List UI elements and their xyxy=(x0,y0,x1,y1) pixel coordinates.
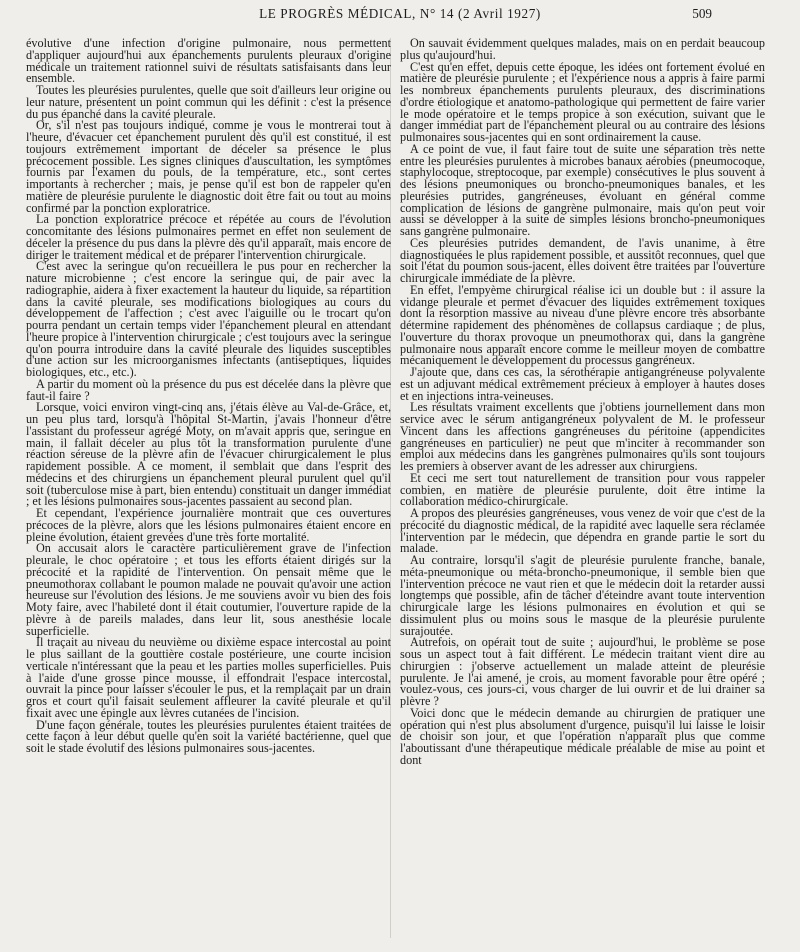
paragraph: On accusait alors le caractère particulièrement grave de l'infection pleurale, le choc opératoire ; et tous les efforts étaient dirigés sur la précocité et la rapidité de l'intervention. On pensait même que le pneumothorax collabant le poumon malade ne pouvait qu'avoir une action heureuse sur l'évolution des lésions. Je me souviens avoir vu bien des fois Moty faire, avec l'habileté dont il était coutumier, l'ouverture rapide de la plèvre à de pareils malades, dans leur lit, sous anesthésie locale superficielle. xyxy=(26,541,391,638)
left-column xyxy=(26,38,391,755)
paragraph: C'est qu'en effet, depuis cette époque, les idées ont fortement évolué en matière de pleurésie purulente ; et l'expérience nous a appris à faire parmi les nombreux épanchements purulents pleuraux, des discriminations d'ordre étiologique et anatomo-pathologique qui permettent de faire varier le mode opératoire et le temps propice à son exécution, suivant que le danger immédiat part de l'épanchement pleural ou au contraire des lésions pulmonaires sous-jacentes qui en sont ordinairement la cause. xyxy=(400,59,765,144)
paragraph: évolutive d'une infection d'origine pulmonaire, nous permettent d'appliquer aujourd'hui aux épanchements purulents pleuraux d'origine médicale un traitement rationnel suivi de résultats satisfaisants dans leur ensemble. xyxy=(26,36,391,86)
page-number: 509 xyxy=(692,6,712,21)
paragraph: Et ceci me sert tout naturellement de transition pour vous rappeler combien, en matière de pleurésie purulente, doit être intime la collaboration médico-chirurgicale. xyxy=(400,470,765,509)
paragraph: A propos des pleurésies gangréneuses, vous venez de voir que c'est de la précocité du diagnostic médical, de la rapidité avec laquelle sera réclamée l'intervention par le médecin, que dépendra en grande partie le sort du malade. xyxy=(400,506,765,556)
paragraph: Et cependant, l'expérience journalière montrait que ces ouvertures précoces de la plèvre, alors que les lésions pulmonaires étaient encore en pleine évolution, étaient grevées d'une très forte mortalité. xyxy=(26,506,391,544)
paragraph: On sauvait évidemment quelques malades, mais on en perdait beaucoup plus qu'aujourd'hui. xyxy=(400,36,765,62)
paragraph: Toutes les pleurésies purulentes, quelle que soit d'ailleurs leur origine ou leur nature, présentent un point commun qui les définit : c'est la présence du pus épanché dans la cavité pleurale. xyxy=(26,83,391,121)
paragraph: C'est avec la seringue qu'on recueillera le pus pour en rechercher la nature microbienne ; c'est encore la seringue qui, de pair avec la radiographie, aidera à fixer exactement la hauteur du liquide, sa répartition dans la cavité pleurale, ses modifications biologiques au cours du développement de l'affection ; c'est avec l'aiguille ou le trocart qu'on pourra pendant un certain temps vider l'épanchement pleural en attendant l'heure propice à l'intervention chirurgicale ; c'est toujours avec la seringue qu'on pourra introduire dans la cavité pleurale des liquides susceptibles d'une action sur les microorganismes infectants (antiseptiques, liquides biologiques, etc., etc.). xyxy=(26,259,391,379)
journal-title: LE PROGRÈS MÉDICAL, N° 14 (2 Avril 1927) xyxy=(259,6,541,21)
paragraph: D'une façon générale, toutes les pleurésies purulentes étaient traitées de cette façon à leur début quelle qu'en soit la variété bactérienne, quel que soit le stade évolutif des lésions pulmonaires sous-jacentes. xyxy=(26,717,391,755)
paragraph: Autrefois, on opérait tout de suite ; aujourd'hui, le problème se pose sous un aspect tout à fait différent. Le médecin traitant vient dire au chirurgien : j'observe actuellement un malade atteint de pleurésie purulente. Je l'ai amené, je crois, au moment favorable pour être opéré ; voulez-vous, ces jours-ci, vous charger de lui ouvrir et de lui drainer sa plèvre ? xyxy=(400,635,765,708)
right-column xyxy=(400,38,765,767)
running-header xyxy=(0,4,800,24)
paragraph: Il traçait au niveau du neuvième ou dixième espace intercostal au point le plus saillant de la gouttière costale postérieure, une courte incision verticale n'intéressant que la peau et les parties molles superficielles. Puis à l'aide d'une grosse pince mousse, il effondrait l'espace intercostal, ouvrait la pince pour laisser s'écouler le pus, et la remplaçait par un drain gros et court qu'il faisait seulement affleurer la cavité pleurale et qu'il fixait avec une épingle aux lèvres cutanées de l'incision. xyxy=(26,635,391,720)
paragraph: Or, s'il n'est pas toujours indiqué, comme je vous le montrerai tout à l'heure, d'évacuer cet épanchement purulent dès qu'il est constitué, il est toujours extrêmement important de déceler sa présence le plus précocement possible. Les signes cliniques d'auscultation, les symptômes fournis par l'examen du pouls, de la température, etc., sont certes importants à rechercher ; mais, je pense qu'il est bon de rappeler qu'en matière de pleurésie purulente le diagnostic doit être fait ou tout au moins confirmé par la ponction exploratrice. xyxy=(26,118,391,215)
paragraph: A partir du moment où la présence du pus est décelée dans la plèvre que faut-il faire ? xyxy=(26,376,391,403)
paragraph: Au contraire, lorsqu'il s'agit de pleurésie purulente franche, banale, méta-pneumonique ou méta-broncho-pneumonique, il semble bien que l'intervention précoce ne vaut rien et que le médecin doit la retarder aussi longtemps que possible, afin de tâcher d'éteindre avant toute intervention chirurgicale large les lésions pulmonaires en évolution et qui se dissimulent plus ou moins sous le masque de la pleurésie purulente surajoutée. xyxy=(400,553,765,638)
paragraph: Ces pleurésies putrides demandent, de l'avis unanime, à être diagnostiquées le plus rapidement possible, et aussitôt reconnues, quel que soit l'état du poumon sous-jacent, elles doivent être traitées par l'ouverture chirurgicale immédiate de la plèvre. xyxy=(400,235,765,285)
paragraph: J'ajoute que, dans ces cas, la sérothérapie antigangréneuse polyvalente est un adjuvant médical extrêmement précieux à employer à hautes doses et en injections intra-veineuses. xyxy=(400,365,765,403)
paragraph: En effet, l'empyème chirurgical réalise ici un double but : il assure la vidange pleurale et permet d'évacuer des liquides extrêmement toxiques dont la résorption massive au niveau d'une plèvre encore très absorbante détermine rapidement des phénomènes de collapsus cardiaque ; de plus, l'ouverture du thorax provoque un pneumothorax qui, dans la gangrène pulmonaire nous apparaît encore comme le meilleur moyen de combattre mécaniquement le développement du processus gangréneux. xyxy=(400,282,765,368)
paragraph: Voici donc que le médecin demande au chirurgien de pratiquer une opération qui n'est plus absolument d'urgence, puisqu'il lui laisse le loisir de choisir son jour, et que l'opération n'apparaît plus que comme l'aboutissant d'une thérapeutique médicale préalable de mise au point et dont xyxy=(400,705,765,767)
paragraph: La ponction exploratrice précoce et répétée au cours de l'évolution concomitante des lésions pulmonaires permet en effet non seulement de déceler la présence du pus dans la plèvre dès qu'il apparaît, mais encore de diriger le traitement médical et de préparer l'intervention chirurgicale. xyxy=(26,212,391,262)
paragraph: Les résultats vraiment excellents que j'obtiens journellement dans mon service avec le sérum antigangréneux polyvalent de M. le professeur Vincent dans les affections gangréneuses du péritoine (appendicites gangréneuses en particulier) ne peut que m'inciter à recommander son emploi aux médecins dans les gangrènes pulmonaires qu'ils sont toujours les premiers à observer avant de les adresser aux chirurgiens. xyxy=(400,400,765,473)
paragraph: A ce point de vue, il faut faire tout de suite une séparation très nette entre les pleurésies purulentes à microbes banaux aérobies (pneumocoque, staphylocoque, streptocoque, par exemple) consécutives le plus souvent à des lésions pneumoniques ou broncho-pneumoniques banales, et les pleurésies putrides, gangréneuses, évoluant en général comme complication de lésions de gangrène pulmonaire, mais qu'on peut voir aussi se développer à la suite de simples lésions broncho-pneumoniques sans gangrène pulmonaire. xyxy=(400,141,765,238)
paragraph: Lorsque, voici environ vingt-cinq ans, j'étais élève au Val-de-Grâce, et, un peu plus tard, lorsqu'à l'hôpital St-Martin, j'avais l'honneur d'être l'assistant du professeur agrégé Moty, on m'avait appris que, seringue en main, il fallait déceler au plus tôt la transformation purulente d'une réaction séreuse de la plèvre afin de l'évacuer chirurgicalement le plus rapidement possible. A ce moment, il semblait que dans l'esprit des médecins et des chirurgiens un épanchement pleural purulent quel qu'il soit (tuberculose mise à part, bien entendu) constituait un danger immédiat ; et les lésions pulmonaires sous-jacentes passaient au second plan. xyxy=(26,400,391,509)
